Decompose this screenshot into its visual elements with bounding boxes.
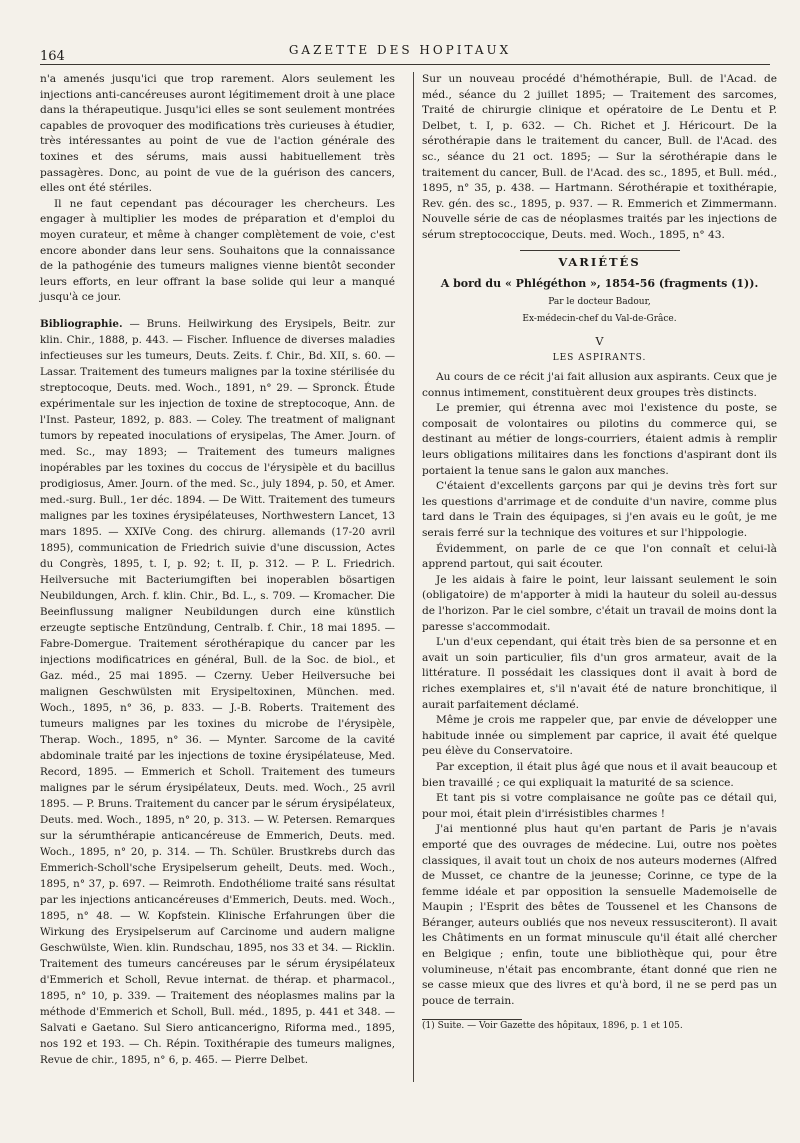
bibliography: [40, 316, 395, 1068]
footnote: (1) Suite. — Voir Gazette des hôpitaux, 1896, p. 1 et 105.: [422, 1021, 683, 1032]
section-rule: [520, 250, 680, 251]
section-title: VARIÉTÉS: [558, 254, 641, 269]
paragraph: n'a amenés jusqu'ici que trop rarement. Alors seulement les injections anti-cancéreuses auront légitimement droit à une place dans la thérapeutique. Jusqu'ici elles se sont seulement montrées capables de provoquer des modifications très curieuses à étudier, très intéressantes au point de vue de l'action générale des toxines et des sérums, mais aussi habituellement très passagères. Donc, au point de vue de la guérison des cancers, elles ont été stériles.: [40, 73, 395, 195]
paragraph: Je les aidais à faire le point, leur laissant seulement le soin (obligatoire) de m'apporter à midi la hauteur du soleil au-dessus de l'horizon. Par le ciel sombre, c'était un travail de moins dont la paresse s'accommodait.: [422, 573, 777, 633]
running-title: GAZETTE DES HOPITAUX: [288, 43, 512, 57]
paragraph: C'étaient d'excellents garçons par qui je devins très fort sur les questions d'arrimage et de conduite d'un navire, comme plus tard dans le Train des équipages, si j'en avais eu le goût, je me serais ferré sur la technique des voitures et sur l'hippologie.: [422, 480, 777, 540]
chapter-number: V: [595, 334, 604, 348]
author-role: Ex-médecin-chef du Val-de-Grâce.: [522, 314, 677, 325]
paragraph: Évidemment, on parle de ce que l'on connaît et celui-là apprend partout, qui sait écouter.: [422, 542, 777, 571]
author-line: Par le docteur Badour,: [548, 296, 651, 307]
paragraph: Le premier, qui étrenna avec moi l'existence du poste, se composait de volontaires ou pilotins du commerce qui, se destinant au métier de longs-courriers, étaient admis à remplir leurs obligations militaires dans les fonctions d'aspirant dont ils portaient la tenue sans le galon aux manches.: [422, 402, 777, 477]
right-column: [422, 72, 777, 1102]
header-rule: [40, 64, 770, 65]
column-separator: [413, 72, 414, 1082]
chapter-title: LES ASPIRANTS.: [552, 352, 647, 363]
paragraph: Au cours de ce récit j'ai fait allusion aux aspirants. Ceux que je connus intimement, constituèrent deux groupes très distincts.: [422, 371, 777, 399]
paragraph: Même je crois me rappeler que, par envie de développer une habitude innée ou simplement par caprice, il avait été quelque peu élève du Conservatoire.: [422, 714, 777, 758]
paragraph: Par exception, il était plus âgé que nous et il avait beaucoup et bien travaillé ; ce qui expliquait la maturité de sa science.: [422, 760, 777, 789]
bibliography-text: — Bruns. Heilwirkung des Erysipels, Beitr. zur klin. Chir., 1888, p. 443. — Fischer. Influence de diverses maladies infectieuses sur les tumeurs, Deuts. Zeits. f. Chir., Bd. XII, s. 60. — Lassar. Traitement des tumeurs malignes par la toxine stérilisée du streptocoque, Deuts. med. Woch., 1891, n° 29. — Spronck. Étude expérimentale sur les injection de toxine de streptocoque, Ann. de l'Inst. Pasteur, 1892, p. 883. — Coley. The treatment of malignant tumors by repeated inoculations of erysipelas, The Amer. Journ. of med. Sc., may 1893; — Traitement des tumeurs malignes inopérables par les toxines du coccus de l'érysipèle et du bacillus prodigiosus, Amer. Journ. of the med. Sc., july 1894, p. 50, et Amer. med.-surg. Bull., 1er déc. 1894. — De Witt. Traitement des tumeurs malignes par les toxines érysipélateuses, Northwestern Lancet, 13 mars 1895. — XXIVe Cong. des chirurg. allemands (17-20 avril 1895), communication de Friedrich suivie d'une discussion, Actes du Congrès, 1895, t. I, p. 92; t. II, p. 312. — P. L. Friedrich. Heilversuche mit Bacteriumgiften bei inoperablen bösartigen Neubildungen, Arch. f. klin. Chir., Bd. L., s. 709. — Kromacher. Die Beeinflussung maligner Neubildungen durch eine künstlich erzeugte septische Entzündung, Centralb. f. Chir., 18 mai 1895. — Fabre-Domergue. Traitement sérothérapique du cancer par les injections modificatrices en général, Bull. de la Soc. de biol., et Gaz. méd., 25 mai 1895. — Czerny. Ueber Heilversuche bei malignen Geschwülsten mit Erysipeltoxinen, München. med. Woch., 1895, n° 36, p. 833. — J.-B. Roberts. Traitement des tumeurs malignes par les toxines du microbe de l'érysipèle, Therap. Woch., 1895, n° 36. — Mynter. Sarcome de la cavité abdominale traité par les injections de toxine érysipélateuse, Med. Record, 1895. — Emmerich et Scholl. Traitement des tumeurs malignes par le sérum érysipélateux, Deuts. med. Woch., 25 avril 1895. — P. Bruns. Traitement du cancer par le sérum érysipélateux, Deuts. med. Woch., 1895, n° 20, p. 313. — W. Petersen. Remarques sur la sérumthérapie anticancéreuse de Emmerich, Deuts. med. Woch., 1895, n° 20, p. 314. — Th. Schüler. Brustkrebs durch das Emmerich-Scholl'sche Erysipelserum geheilt, Deuts. med. Woch., 1895, n° 37, p. 697. — Reimroth. Endothéliome traité sans résultat par les injections anticancéreuses d'Emmerich, Deuts. med. Woch., 1895, n° 48. — W. Kopfstein. Klinische Erfahrungen über die Wirkung des Erysipelserum auf Carcinome und audern maligne Geschwülste, Wien. klin. Rundschau, 1895, nos 33 et 34. — Ricklin. Traitement des tumeurs cancéreuses par le sérum érysipélateux d'Emmerich et Scholl, Revue internat. de thérap. et pharmacol., 1895, n° 10, p. 339. — Traitement des néoplasmes malins par la méthode d'Emmerich et Scholl, Bull. méd., 1895, p. 441 et 348. — Salvati e Gaetano. Sul Siero anticancerigno, Riforma med., 1895, nos 192 et 193. — Ch. Répin. Toxithérapie des tumeurs malignes, Revue de chir., 1895, n° 6, p. 465. — Pierre Delbet.: [40, 317, 395, 1066]
paragraph: Et tant pis si votre complaisance ne goûte pas ce détail qui, pour moi, était plein d'irrésistibles charmes !: [422, 792, 777, 820]
left-column: [40, 72, 395, 1102]
page-number: 164: [40, 49, 65, 64]
bibliography-heading: Bibliographie.: [40, 317, 123, 330]
paragraph: Il ne faut cependant pas décourager les chercheurs. Les engager à multiplier les modes de préparation et d'emploi du moyen curateur, et même à changer complètement de voie, c'est encore abonder dans leur sens. Souhaitons que la connaissance de la pathogénie des tumeurs malignes vienne bientôt seconder leurs efforts, en leur offrant la base solide qui leur a manqué jusqu'à ce jour.: [40, 197, 395, 304]
paragraph: L'un d'eux cependant, qui était très bien de sa personne et en avait un soin particulier, fils d'un gros armateur, avait de la littérature. Il possédait les classiques dont il avait à bord de riches exemplaires et, s'il n'avait été de nature bronchitique, il aurait parfaitement déclamé.: [422, 636, 777, 711]
article-title: A bord du « Phlégéthon », 1854-56 (fragments (1)).: [440, 277, 759, 291]
paragraph: J'ai mentionné plus haut qu'en partant de Paris je n'avais emporté que des ouvrages de médecine. Lui, outre nos poètes classiques, il avait tout un choix de nos auteurs modernes (Alfred de Musset, ce chantre de la jeunesse; Corinne, ce type de la femme idéale et par opposition la sensuelle Mademoiselle de Maupin ; l'Esprit des bêtes de Toussenel et les Chansons de Béranger, auteurs oubliés que nos neveux ressusciteront). Il avait les Châtiments en un format minuscule qu'il était allé chercher en Belgique ; enfin, toute une bibliothèque qui, pour être volumineuse, n'était pas encombrante, étant donné que rien ne se casse mieux que des livres et qu'à bord, il ne se perd pas un pouce de terrain.: [422, 823, 777, 1007]
bibliography-continued: Sur un nouveau procédé d'hémothérapie, Bull. de l'Acad. de méd., séance du 2 juillet 1895; — Traitement des sarcomes, Traité de chirurgie clinique et opératoire de Le Dentu et P. Delbet, t. I, p. 632. — Ch. Richet et J. Héricourt. De la sérothérapie dans le traitement du cancer, Bull. de l'Acad. des sc., séance du 21 oct. 1895; — Sur la sérothérapie dans le traitement du cancer, Bull. de l'Acad. des sc., 1895, et Bull. méd., 1895, n° 35, p. 438. — Hartmann. Sérothérapie et toxithérapie, Rev. gén. des sc., 1895, p. 937. — R. Emmerich et Zimmermann. Nouvelle série de cas de néoplasmes traités par les injections de sérum streptococcique, Deuts. med. Woch., 1895, n° 43.: [422, 73, 777, 241]
